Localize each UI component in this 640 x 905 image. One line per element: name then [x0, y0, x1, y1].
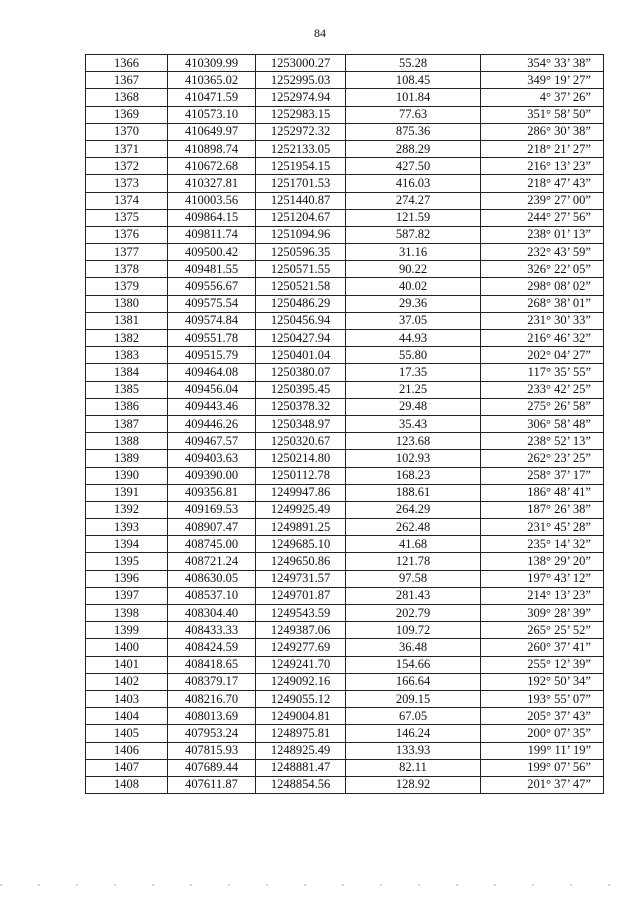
table-row: [86, 570, 604, 587]
table-row: [86, 72, 604, 89]
x-coordinate-cell: 408216.70: [168, 690, 256, 707]
y-coordinate-cell: 1248975.81: [256, 725, 346, 742]
table-row: [86, 106, 604, 123]
distance-cell: 97.58: [346, 570, 481, 587]
x-coordinate-cell: 409811.74: [168, 226, 256, 243]
scan-noise-line: [0, 884, 640, 886]
table-row: [86, 312, 604, 329]
table-row: [86, 89, 604, 106]
bearing-cell: 192° 50’ 34”: [481, 673, 604, 690]
distance-cell: 77.63: [346, 106, 481, 123]
vertex-number-cell: 1400: [86, 639, 168, 656]
y-coordinate-cell: 1249650.86: [256, 553, 346, 570]
distance-cell: 108.45: [346, 72, 481, 89]
vertex-number-cell: 1395: [86, 553, 168, 570]
distance-cell: 44.93: [346, 330, 481, 347]
x-coordinate-cell: 410327.81: [168, 175, 256, 192]
table-row: [86, 501, 604, 518]
x-coordinate-cell: 410471.59: [168, 89, 256, 106]
y-coordinate-cell: 1250427.94: [256, 330, 346, 347]
y-coordinate-cell: 1251440.87: [256, 192, 346, 209]
y-coordinate-cell: 1249543.59: [256, 605, 346, 622]
table-row: [86, 519, 604, 536]
x-coordinate-cell: 409390.00: [168, 467, 256, 484]
bearing-cell: 255° 12’ 39”: [481, 656, 604, 673]
table-row: [86, 330, 604, 347]
vertex-number-cell: 1374: [86, 192, 168, 209]
table-row: [86, 364, 604, 381]
y-coordinate-cell: 1251204.67: [256, 209, 346, 226]
table-row: [86, 244, 604, 261]
x-coordinate-cell: 409443.46: [168, 398, 256, 415]
vertex-number-cell: 1401: [86, 656, 168, 673]
vertex-number-cell: 1407: [86, 759, 168, 776]
vertex-number-cell: 1387: [86, 415, 168, 432]
x-coordinate-cell: 409500.42: [168, 244, 256, 261]
y-coordinate-cell: 1250596.35: [256, 244, 346, 261]
x-coordinate-cell: 408418.65: [168, 656, 256, 673]
y-coordinate-cell: 1253000.27: [256, 55, 346, 72]
y-coordinate-cell: 1248925.49: [256, 742, 346, 759]
bearing-cell: 354° 33’ 38”: [481, 55, 604, 72]
bearing-cell: 205° 37’ 43”: [481, 708, 604, 725]
x-coordinate-cell: 408745.00: [168, 536, 256, 553]
bearing-cell: 197° 43’ 12”: [481, 570, 604, 587]
vertex-number-cell: 1385: [86, 381, 168, 398]
y-coordinate-cell: 1249387.06: [256, 622, 346, 639]
table-row: [86, 261, 604, 278]
x-coordinate-cell: 410365.02: [168, 72, 256, 89]
bearing-cell: 216° 46’ 32”: [481, 330, 604, 347]
bearing-cell: 239° 27’ 00”: [481, 192, 604, 209]
x-coordinate-cell: 409456.04: [168, 381, 256, 398]
x-coordinate-cell: 409515.79: [168, 347, 256, 364]
y-coordinate-cell: 1250486.29: [256, 295, 346, 312]
vertex-number-cell: 1406: [86, 742, 168, 759]
y-coordinate-cell: 1250395.45: [256, 381, 346, 398]
bearing-cell: 4° 37’ 26”: [481, 89, 604, 106]
distance-cell: 274.27: [346, 192, 481, 209]
vertex-number-cell: 1382: [86, 330, 168, 347]
table-row: [86, 553, 604, 570]
distance-cell: 21.25: [346, 381, 481, 398]
distance-cell: 587.82: [346, 226, 481, 243]
bearing-cell: 200° 07’ 35”: [481, 725, 604, 742]
distance-cell: 154.66: [346, 656, 481, 673]
x-coordinate-cell: 408424.59: [168, 639, 256, 656]
distance-cell: 121.78: [346, 553, 481, 570]
vertex-number-cell: 1388: [86, 433, 168, 450]
table-row: [86, 55, 604, 72]
distance-cell: 416.03: [346, 175, 481, 192]
distance-cell: 168.23: [346, 467, 481, 484]
bearing-cell: 306° 58’ 48”: [481, 415, 604, 432]
x-coordinate-cell: 410672.68: [168, 158, 256, 175]
vertex-number-cell: 1379: [86, 278, 168, 295]
bearing-cell: 298° 08’ 02”: [481, 278, 604, 295]
bearing-cell: 193° 55’ 07”: [481, 690, 604, 707]
bearing-cell: 275° 26’ 58”: [481, 398, 604, 415]
table-row: [86, 742, 604, 759]
y-coordinate-cell: 1249277.69: [256, 639, 346, 656]
distance-cell: 90.22: [346, 261, 481, 278]
table-row: [86, 175, 604, 192]
x-coordinate-cell: 410003.56: [168, 192, 256, 209]
bearing-cell: 258° 37’ 17”: [481, 467, 604, 484]
vertex-number-cell: 1381: [86, 312, 168, 329]
distance-cell: 202.79: [346, 605, 481, 622]
y-coordinate-cell: 1252974.94: [256, 89, 346, 106]
bearing-cell: 231° 45’ 28”: [481, 519, 604, 536]
vertex-number-cell: 1380: [86, 295, 168, 312]
bearing-cell: 138° 29’ 20”: [481, 553, 604, 570]
table-row: [86, 656, 604, 673]
bearing-cell: 186° 48’ 41”: [481, 484, 604, 501]
bearing-cell: 216° 13’ 23”: [481, 158, 604, 175]
table-row: [86, 467, 604, 484]
table-row: [86, 622, 604, 639]
table-row: [86, 381, 604, 398]
table-row: [86, 209, 604, 226]
vertex-number-cell: 1392: [86, 501, 168, 518]
y-coordinate-cell: 1249055.12: [256, 690, 346, 707]
vertex-number-cell: 1368: [86, 89, 168, 106]
distance-cell: 36.48: [346, 639, 481, 656]
x-coordinate-cell: 409403.63: [168, 450, 256, 467]
bearing-cell: 309° 28’ 39”: [481, 605, 604, 622]
bearing-cell: 351° 58’ 50”: [481, 106, 604, 123]
vertex-number-cell: 1372: [86, 158, 168, 175]
distance-cell: 102.93: [346, 450, 481, 467]
x-coordinate-cell: 409556.67: [168, 278, 256, 295]
bearing-cell: 117° 35’ 55”: [481, 364, 604, 381]
y-coordinate-cell: 1251701.53: [256, 175, 346, 192]
x-coordinate-cell: 409446.26: [168, 415, 256, 432]
bearing-cell: 260° 37’ 41”: [481, 639, 604, 656]
distance-cell: 40.02: [346, 278, 481, 295]
table-row: [86, 398, 604, 415]
bearing-cell: 202° 04’ 27”: [481, 347, 604, 364]
bearing-cell: 201° 37’ 47”: [481, 776, 604, 793]
bearing-cell: 244° 27’ 56”: [481, 209, 604, 226]
vertex-number-cell: 1367: [86, 72, 168, 89]
y-coordinate-cell: 1252995.03: [256, 72, 346, 89]
table-row: [86, 708, 604, 725]
x-coordinate-cell: 410573.10: [168, 106, 256, 123]
bearing-cell: 218° 21’ 27”: [481, 140, 604, 157]
y-coordinate-cell: 1249092.16: [256, 673, 346, 690]
y-coordinate-cell: 1249891.25: [256, 519, 346, 536]
y-coordinate-cell: 1250380.07: [256, 364, 346, 381]
distance-cell: 281.43: [346, 587, 481, 604]
y-coordinate-cell: 1249241.70: [256, 656, 346, 673]
y-coordinate-cell: 1249731.57: [256, 570, 346, 587]
vertex-number-cell: 1375: [86, 209, 168, 226]
y-coordinate-cell: 1249004.81: [256, 708, 346, 725]
distance-cell: 262.48: [346, 519, 481, 536]
bearing-cell: 235° 14’ 32”: [481, 536, 604, 553]
y-coordinate-cell: 1252133.05: [256, 140, 346, 157]
table-row: [86, 433, 604, 450]
y-coordinate-cell: 1249947.86: [256, 484, 346, 501]
distance-cell: 427.50: [346, 158, 481, 175]
y-coordinate-cell: 1250401.04: [256, 347, 346, 364]
table-row: [86, 690, 604, 707]
x-coordinate-cell: 408630.05: [168, 570, 256, 587]
vertex-number-cell: 1405: [86, 725, 168, 742]
bearing-cell: 262° 23’ 25”: [481, 450, 604, 467]
table-row: [86, 450, 604, 467]
x-coordinate-cell: 409464.08: [168, 364, 256, 381]
y-coordinate-cell: 1251954.15: [256, 158, 346, 175]
x-coordinate-cell: 410309.99: [168, 55, 256, 72]
x-coordinate-cell: 408013.69: [168, 708, 256, 725]
bearing-cell: 218° 47’ 43”: [481, 175, 604, 192]
y-coordinate-cell: 1250320.67: [256, 433, 346, 450]
distance-cell: 29.48: [346, 398, 481, 415]
vertex-number-cell: 1393: [86, 519, 168, 536]
table-row: [86, 605, 604, 622]
distance-cell: 123.68: [346, 433, 481, 450]
x-coordinate-cell: 407689.44: [168, 759, 256, 776]
distance-cell: 41.68: [346, 536, 481, 553]
y-coordinate-cell: 1250378.32: [256, 398, 346, 415]
distance-cell: 31.16: [346, 244, 481, 261]
vertex-number-cell: 1386: [86, 398, 168, 415]
distance-cell: 121.59: [346, 209, 481, 226]
x-coordinate-cell: 408379.17: [168, 673, 256, 690]
vertex-number-cell: 1389: [86, 450, 168, 467]
distance-cell: 29.36: [346, 295, 481, 312]
bearing-cell: 231° 30’ 33”: [481, 312, 604, 329]
bearing-cell: 349° 19’ 27”: [481, 72, 604, 89]
bearing-cell: 214° 13’ 23”: [481, 587, 604, 604]
distance-cell: 17.35: [346, 364, 481, 381]
table-row: [86, 673, 604, 690]
table-row: [86, 536, 604, 553]
bearing-cell: 238° 01’ 13”: [481, 226, 604, 243]
x-coordinate-cell: 409481.55: [168, 261, 256, 278]
bearing-cell: 187° 26’ 38”: [481, 501, 604, 518]
bearing-cell: 233° 42’ 25”: [481, 381, 604, 398]
vertex-number-cell: 1378: [86, 261, 168, 278]
table-row: [86, 587, 604, 604]
table-row: [86, 158, 604, 175]
distance-cell: 67.05: [346, 708, 481, 725]
distance-cell: 55.80: [346, 347, 481, 364]
x-coordinate-cell: 409356.81: [168, 484, 256, 501]
distance-cell: 209.15: [346, 690, 481, 707]
x-coordinate-cell: 409574.84: [168, 312, 256, 329]
vertex-number-cell: 1408: [86, 776, 168, 793]
x-coordinate-cell: 407815.93: [168, 742, 256, 759]
x-coordinate-cell: 410649.97: [168, 123, 256, 140]
y-coordinate-cell: 1252972.32: [256, 123, 346, 140]
y-coordinate-cell: 1250571.55: [256, 261, 346, 278]
bearing-cell: 232° 43’ 59”: [481, 244, 604, 261]
bearing-cell: 199° 07’ 56”: [481, 759, 604, 776]
vertex-number-cell: 1398: [86, 605, 168, 622]
y-coordinate-cell: 1250214.80: [256, 450, 346, 467]
table-row: [86, 639, 604, 656]
page-number: 84: [314, 26, 326, 40]
coordinates-table-body: [86, 55, 604, 794]
x-coordinate-cell: 408304.40: [168, 605, 256, 622]
y-coordinate-cell: 1250112.78: [256, 467, 346, 484]
bearing-cell: 265° 25’ 52”: [481, 622, 604, 639]
vertex-number-cell: 1377: [86, 244, 168, 261]
y-coordinate-cell: 1249701.87: [256, 587, 346, 604]
bearing-cell: 238° 52’ 13”: [481, 433, 604, 450]
vertex-number-cell: 1397: [86, 587, 168, 604]
vertex-number-cell: 1383: [86, 347, 168, 364]
vertex-number-cell: 1396: [86, 570, 168, 587]
distance-cell: 55.28: [346, 55, 481, 72]
distance-cell: 188.61: [346, 484, 481, 501]
vertex-number-cell: 1369: [86, 106, 168, 123]
x-coordinate-cell: 410898.74: [168, 140, 256, 157]
table-row: [86, 278, 604, 295]
table-row: [86, 140, 604, 157]
bearing-cell: 326° 22’ 05”: [481, 261, 604, 278]
x-coordinate-cell: 408907.47: [168, 519, 256, 536]
distance-cell: 288.29: [346, 140, 481, 157]
bearing-cell: 268° 38’ 01”: [481, 295, 604, 312]
vertex-number-cell: 1402: [86, 673, 168, 690]
bearing-cell: 199° 11’ 19”: [481, 742, 604, 759]
distance-cell: 166.64: [346, 673, 481, 690]
y-coordinate-cell: 1250521.58: [256, 278, 346, 295]
x-coordinate-cell: 409575.54: [168, 295, 256, 312]
table-row: [86, 725, 604, 742]
y-coordinate-cell: 1252983.15: [256, 106, 346, 123]
vertex-number-cell: 1403: [86, 690, 168, 707]
y-coordinate-cell: 1251094.96: [256, 226, 346, 243]
table-row: [86, 123, 604, 140]
distance-cell: 101.84: [346, 89, 481, 106]
y-coordinate-cell: 1248854.56: [256, 776, 346, 793]
x-coordinate-cell: 409467.57: [168, 433, 256, 450]
distance-cell: 37.05: [346, 312, 481, 329]
distance-cell: 35.43: [346, 415, 481, 432]
vertex-number-cell: 1394: [86, 536, 168, 553]
distance-cell: 82.11: [346, 759, 481, 776]
table-row: [86, 295, 604, 312]
table-row: [86, 226, 604, 243]
coordinates-table: [85, 54, 604, 794]
vertex-number-cell: 1370: [86, 123, 168, 140]
x-coordinate-cell: 408721.24: [168, 553, 256, 570]
vertex-number-cell: 1384: [86, 364, 168, 381]
y-coordinate-cell: 1249925.49: [256, 501, 346, 518]
x-coordinate-cell: 407611.87: [168, 776, 256, 793]
distance-cell: 875.36: [346, 123, 481, 140]
vertex-number-cell: 1390: [86, 467, 168, 484]
vertex-number-cell: 1371: [86, 140, 168, 157]
y-coordinate-cell: 1248881.47: [256, 759, 346, 776]
bearing-cell: 286° 30’ 38”: [481, 123, 604, 140]
distance-cell: 109.72: [346, 622, 481, 639]
x-coordinate-cell: 408433.33: [168, 622, 256, 639]
vertex-number-cell: 1373: [86, 175, 168, 192]
table-row: [86, 192, 604, 209]
vertex-number-cell: 1366: [86, 55, 168, 72]
vertex-number-cell: 1376: [86, 226, 168, 243]
table-row: [86, 776, 604, 793]
table-row: [86, 484, 604, 501]
vertex-number-cell: 1391: [86, 484, 168, 501]
distance-cell: 146.24: [346, 725, 481, 742]
table-row: [86, 415, 604, 432]
x-coordinate-cell: 407953.24: [168, 725, 256, 742]
vertex-number-cell: 1399: [86, 622, 168, 639]
table-row: [86, 759, 604, 776]
y-coordinate-cell: 1249685.10: [256, 536, 346, 553]
y-coordinate-cell: 1250348.97: [256, 415, 346, 432]
x-coordinate-cell: 408537.10: [168, 587, 256, 604]
y-coordinate-cell: 1250456.94: [256, 312, 346, 329]
vertex-number-cell: 1404: [86, 708, 168, 725]
distance-cell: 264.29: [346, 501, 481, 518]
x-coordinate-cell: 409169.53: [168, 501, 256, 518]
x-coordinate-cell: 409864.15: [168, 209, 256, 226]
distance-cell: 128.92: [346, 776, 481, 793]
distance-cell: 133.93: [346, 742, 481, 759]
x-coordinate-cell: 409551.78: [168, 330, 256, 347]
table-row: [86, 347, 604, 364]
